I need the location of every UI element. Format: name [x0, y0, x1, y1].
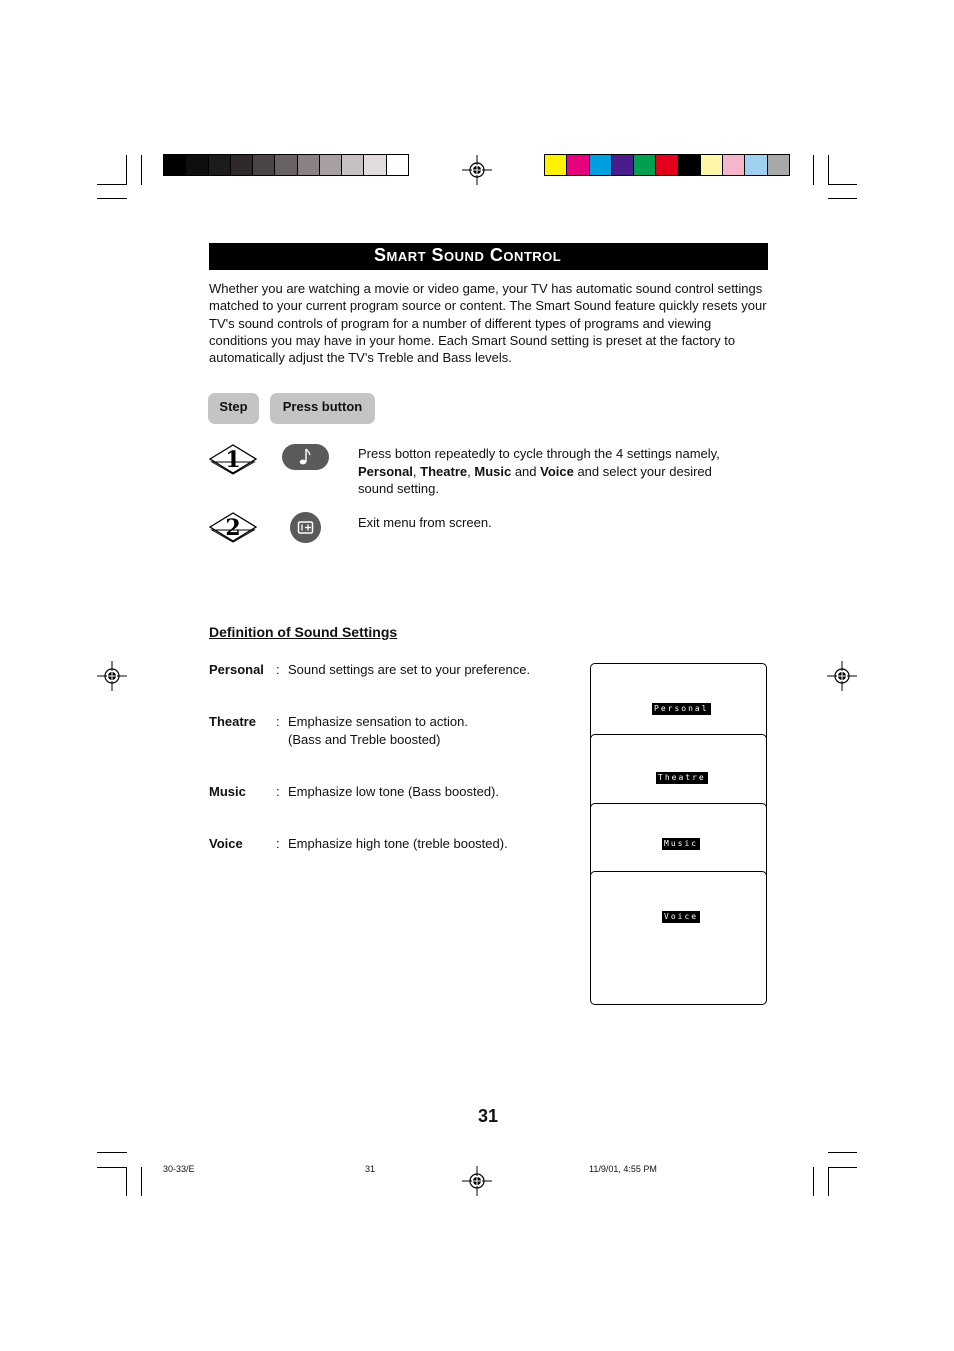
- definition-term: Voice: [209, 836, 243, 851]
- crop-mark: [97, 198, 127, 199]
- color-swatch: [209, 155, 231, 175]
- color-swatch: [253, 155, 275, 175]
- color-swatch: [231, 155, 253, 175]
- color-swatch: [545, 155, 567, 175]
- color-swatch: [634, 155, 656, 175]
- crop-mark: [126, 155, 127, 185]
- color-swatch: [590, 155, 612, 175]
- definition-colon: :: [276, 714, 280, 729]
- grayscale-color-bar: [163, 154, 409, 176]
- section-title-band: [209, 243, 768, 270]
- crop-mark: [141, 155, 142, 185]
- step-number-badge: [208, 443, 258, 475]
- definition-text: Sound settings are set to your preference.: [288, 662, 531, 677]
- step-1-text: and: [511, 463, 541, 479]
- color-swatch: [164, 155, 186, 175]
- registration-mark-icon: [462, 155, 492, 185]
- sound-button[interactable]: [282, 444, 329, 470]
- definition-text-secondary: (Bass and Treble boosted): [288, 732, 441, 747]
- osd-label: Music: [664, 839, 699, 848]
- page-number: 31: [478, 1106, 499, 1126]
- osd-menu-icon: [290, 512, 321, 543]
- crop-mark: [141, 1167, 142, 1196]
- step-number: 2: [225, 515, 241, 541]
- music-note-icon: [282, 444, 329, 470]
- osd-label: Voice: [664, 912, 699, 921]
- osd-button[interactable]: [290, 512, 321, 543]
- crop-mark: [828, 184, 857, 185]
- tv-screen: [590, 871, 767, 1005]
- tv-screen: [590, 803, 767, 879]
- crop-mark: [828, 155, 829, 185]
- step-2-description: Exit menu from screen.: [358, 515, 492, 530]
- color-calibration-bar: [544, 154, 790, 176]
- crop-mark: [828, 1167, 829, 1196]
- definition-colon: :: [276, 836, 280, 851]
- color-swatch: [679, 155, 701, 175]
- definition-text: Emphasize sensation to action.: [288, 714, 468, 729]
- registration-mark-icon: [97, 661, 127, 691]
- registration-mark-icon: [827, 661, 857, 691]
- intro-paragraph: Whether you are watching a movie or video game, your TV has automatic sound control settings matched to your current program source or content. The Smart Sound feature quickly resets your TV's sound controls of program for a number of different types of programs and viewing conditions you may have in your home. Each Smart Sound setting is preset at the factory to automatically adjust the TV's Treble and Bass levels.: [209, 281, 767, 366]
- footer-center: 31: [365, 1164, 376, 1174]
- definition-text: Emphasize low tone (Bass boosted).: [288, 784, 499, 799]
- crop-mark: [813, 1167, 814, 1196]
- color-swatch: [320, 155, 342, 175]
- page-title: Smart Sound Control: [374, 245, 562, 265]
- color-swatch: [275, 155, 297, 175]
- footer-right: 11/9/01, 4:55 PM: [589, 1164, 657, 1174]
- definitions-heading: Definition of Sound Settings: [209, 624, 398, 640]
- osd-label: Theatre: [658, 773, 706, 782]
- color-swatch: [745, 155, 767, 175]
- color-swatch: [567, 155, 589, 175]
- crop-mark: [97, 184, 127, 185]
- step-1-text: ,: [412, 463, 421, 479]
- color-swatch: [298, 155, 320, 175]
- crop-mark: [828, 1152, 857, 1153]
- color-swatch: [186, 155, 208, 175]
- press-button-header-label: Press button: [282, 399, 363, 414]
- setting-voice: Voice: [540, 463, 574, 479]
- definition-text: Emphasize high tone (treble boosted).: [288, 836, 508, 851]
- definition-colon: :: [276, 784, 280, 799]
- step-header: [208, 393, 259, 424]
- color-swatch: [612, 155, 634, 175]
- step-number-badge: [208, 511, 258, 543]
- definition-term: Music: [209, 784, 246, 799]
- crop-mark: [828, 198, 857, 199]
- color-swatch: [342, 155, 364, 175]
- definition-term: Personal: [209, 662, 264, 677]
- tv-screen: [590, 663, 767, 743]
- step-1-text: and select your desired sound setting.: [358, 463, 712, 496]
- step-1-text: Press botton repeatedly to cycle through the 4 settings namely,: [358, 446, 720, 461]
- color-swatch: [768, 155, 789, 175]
- color-swatch: [723, 155, 745, 175]
- osd-label: Personal: [654, 704, 709, 713]
- setting-personal: Personal: [358, 463, 413, 479]
- step-number: 1: [225, 447, 241, 473]
- setting-theatre: Theatre: [420, 463, 468, 479]
- setting-music: Music: [474, 463, 512, 479]
- color-swatch: [387, 155, 408, 175]
- footer-left: 30-33/E: [163, 1164, 195, 1174]
- crop-mark: [828, 1167, 857, 1168]
- step-1-description: [358, 445, 748, 498]
- crop-mark: [126, 1167, 127, 1196]
- definition-term: Theatre: [209, 714, 256, 729]
- color-swatch: [701, 155, 723, 175]
- crop-mark: [97, 1152, 127, 1153]
- tv-screen: [590, 734, 767, 812]
- color-swatch: [364, 155, 386, 175]
- crop-mark: [97, 1167, 127, 1168]
- press-button-header: [270, 393, 375, 424]
- step-header-label: Step: [219, 399, 248, 414]
- step-1-text: ,: [467, 463, 475, 479]
- definition-colon: :: [276, 662, 280, 677]
- crop-mark: [813, 155, 814, 185]
- registration-mark-icon: [462, 1166, 492, 1196]
- color-swatch: [656, 155, 678, 175]
